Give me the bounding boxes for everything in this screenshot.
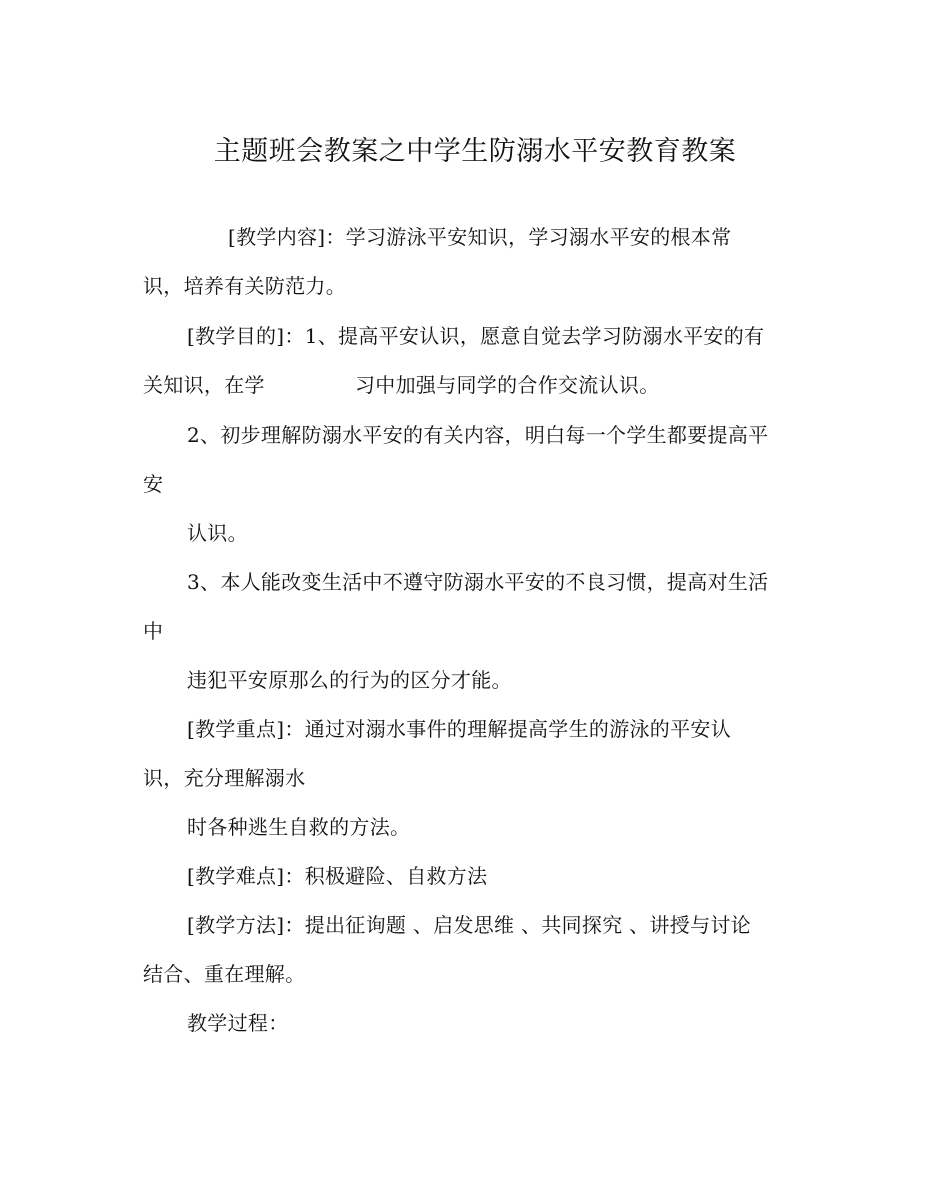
content-line-key-point-end: 时各种逃生自救的方法。 (187, 815, 411, 839)
content-line-method: [教学方法]：提出征询题 、启发思维 、共同探究 、讲授与讨论 (187, 913, 751, 937)
content-line-method-cont: 结合、重在理解。 (143, 962, 306, 986)
content-line-difficulty: [教学难点]：积极避险、自救方法 (187, 864, 488, 888)
content-line-goal-2-end: 认识。 (187, 521, 248, 545)
document-title: 主题班会教案之中学生防溺水平安教育教案 (213, 136, 737, 167)
content-line-process: 教学过程： (187, 1011, 289, 1035)
content-line-goal-3: 3、本人能改变生活中不遵守防溺水平安的不良习惯，提高对生活 (187, 570, 769, 594)
content-line-goal-2-cont: 安 (143, 472, 164, 496)
content-line-goal-3-cont: 中 (143, 619, 164, 643)
content-line-teaching-goal-cont-a: 关知识，在学 (143, 373, 265, 397)
content-line-goal-2: 2、初步理解防溺水平安的有关内容，明白每一个学生都要提高平 (187, 423, 769, 447)
content-line-teaching-content: [教学内容]：学习游泳平安知识，学习溺水平安的根本常 (228, 225, 732, 249)
content-line-goal-3-end: 违犯平安原那么的行为的区分才能。 (187, 668, 512, 692)
content-line-teaching-content-cont: 识，培养有关防范力。 (143, 274, 346, 298)
content-line-key-point: [教学重点]：通过对溺水事件的理解提高学生的游泳的平安认 (187, 717, 732, 741)
content-line-teaching-goal: [教学目的]：1、提高平安认识，愿意自觉去学习防溺水平安的有 (187, 324, 765, 348)
content-line-key-point-cont: 识，充分理解溺水 (143, 766, 306, 790)
content-line-teaching-goal-cont-b: 习中加强与同学的合作交流认识。 (355, 373, 660, 397)
